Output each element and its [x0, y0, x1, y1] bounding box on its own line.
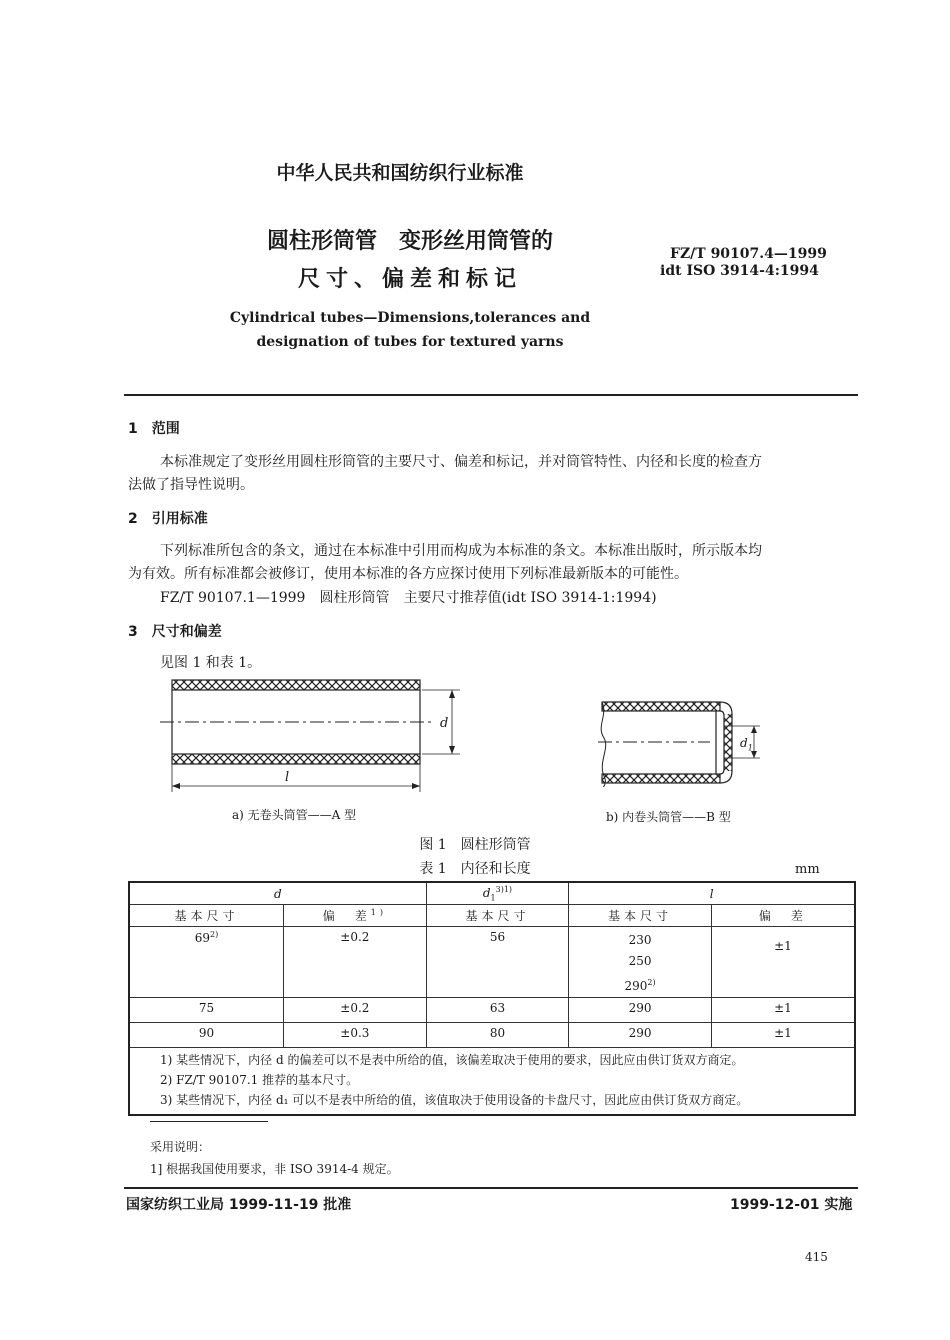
- cell-d1: 80: [426, 1023, 569, 1048]
- section-1-para-line-1: 本标准规定了变形丝用圆柱形筒管的主要尺寸、偏差和标记，并对筒管特性、内径和长度的检查方: [160, 454, 762, 470]
- adopt-note-title: 采用说明：: [150, 1140, 211, 1154]
- title-line-1: 圆柱形筒管 变形丝用筒管的: [266, 229, 553, 254]
- adopt-note: 1] 根据我国使用要求，非 ISO 3914-4 规定。: [150, 1162, 399, 1176]
- section-1-para-line-2: 法做了指导性说明。: [128, 477, 254, 493]
- figure-a-tube-drawing: [160, 674, 470, 796]
- standard-number: FZ/T 90107.4—1999: [670, 246, 827, 262]
- figure-a-label-l: l: [285, 770, 290, 785]
- table-notes: [129, 1048, 855, 1116]
- standard-idt: idt ISO 3914-4:1994: [660, 263, 819, 279]
- implementation-date: 1999-12-01 实施: [730, 1197, 853, 1213]
- table-note-2: 2) FZ/T 90107.1 推荐的基本尺寸。: [160, 1073, 359, 1087]
- cell-d: 90: [129, 1023, 284, 1048]
- page-number: 415: [805, 1250, 828, 1264]
- col-head-d: d: [129, 882, 426, 905]
- table-row: [129, 998, 855, 1023]
- cell-tol: ±0.2: [284, 998, 427, 1023]
- figure-1-caption: 图 1 圆柱形筒管: [419, 837, 531, 853]
- section-2-para-line-2: 为有效。所有标准都会被修订，使用本标准的各方应探讨使用下列标准最新版本的可能性。: [128, 566, 688, 582]
- sub-head-tolerance: 偏 差$^{1)}$: [284, 905, 427, 927]
- cell-l-tol: ±1: [711, 1023, 855, 1048]
- table-row: [129, 1023, 855, 1048]
- col-head-d1: $d_1^{3)1)}$: [426, 882, 569, 905]
- adopt-rule: [150, 1121, 268, 1122]
- cell-l: 290: [569, 1023, 712, 1048]
- table-note-3: 3) 某些情况下，内径 d₁ 可以不是表中所给的值，该值取决于使用设备的卡盘尺寸，因此应由供订货双方商定。: [160, 1093, 749, 1107]
- footer-rule: [124, 1187, 858, 1189]
- table-note-1: 1) 某些情况下，内径 d 的偏差可以不是表中所给的值，该偏差取决于使用的要求，因此应由供订货双方商定。: [160, 1053, 744, 1067]
- sub-head-basic: 基本尺寸: [569, 905, 712, 927]
- cell-l-tol: ±1: [711, 998, 855, 1023]
- table-row: [129, 927, 855, 998]
- header-rule: [124, 394, 858, 396]
- cell-l-tol: ±1: [711, 927, 855, 998]
- approval-date: 国家纺织工业局 1999-11-19 批准: [126, 1197, 352, 1213]
- title-en-line-1: Cylindrical tubes—Dimensions,tolerances and: [229, 310, 591, 326]
- col-head-l: l: [569, 882, 855, 905]
- dimension-table: [128, 881, 856, 1116]
- figure-a-caption: a) 无卷头筒管——A 型: [232, 808, 357, 822]
- section-3-title: 3 尺寸和偏差: [128, 624, 222, 640]
- section-2-para-line-1: 下列标准所包含的条文，通过在本标准中引用而构成为本标准的条文。本标准出版时，所示版本均: [160, 543, 762, 559]
- standard-category: 中华人民共和国纺织行业标准: [276, 162, 524, 184]
- cell-d1: 56: [426, 927, 569, 998]
- sub-head-tolerance: 偏 差: [711, 905, 855, 927]
- cell-l: 230 250 290$^{2)}$: [569, 927, 712, 998]
- section-3-para: 见图 1 和表 1。: [160, 655, 262, 671]
- title-en-line-2: designation of tubes for textured yarns: [256, 334, 564, 350]
- cell-d: 69$^{2)}$: [129, 927, 284, 998]
- section-2-reference: FZ/T 90107.1—1999 圆柱形筒管 主要尺寸推荐值(idt ISO 3914-1:1994): [160, 590, 657, 606]
- cell-l: 290: [569, 998, 712, 1023]
- cell-d1: 63: [426, 998, 569, 1023]
- figure-a-label-d: d: [440, 716, 449, 731]
- section-2-title: 2 引用标准: [128, 511, 208, 527]
- table-unit: mm: [795, 862, 820, 877]
- table-1-caption: 表 1 内径和长度: [419, 861, 531, 877]
- cell-d: 75: [129, 998, 284, 1023]
- table-notes-row: [129, 1048, 855, 1116]
- sub-head-basic: 基本尺寸: [426, 905, 569, 927]
- figure-b-label-d1: $d_1$: [740, 736, 753, 753]
- section-1-title: 1 范围: [128, 421, 180, 437]
- cell-tol: ±0.2: [284, 927, 427, 998]
- cell-tol: ±0.3: [284, 1023, 427, 1048]
- title-line-2: 尺寸、偏差和标记: [297, 267, 522, 292]
- sub-head-basic: 基本尺寸: [129, 905, 284, 927]
- figure-b-caption: b) 内卷头筒管——B 型: [606, 810, 731, 824]
